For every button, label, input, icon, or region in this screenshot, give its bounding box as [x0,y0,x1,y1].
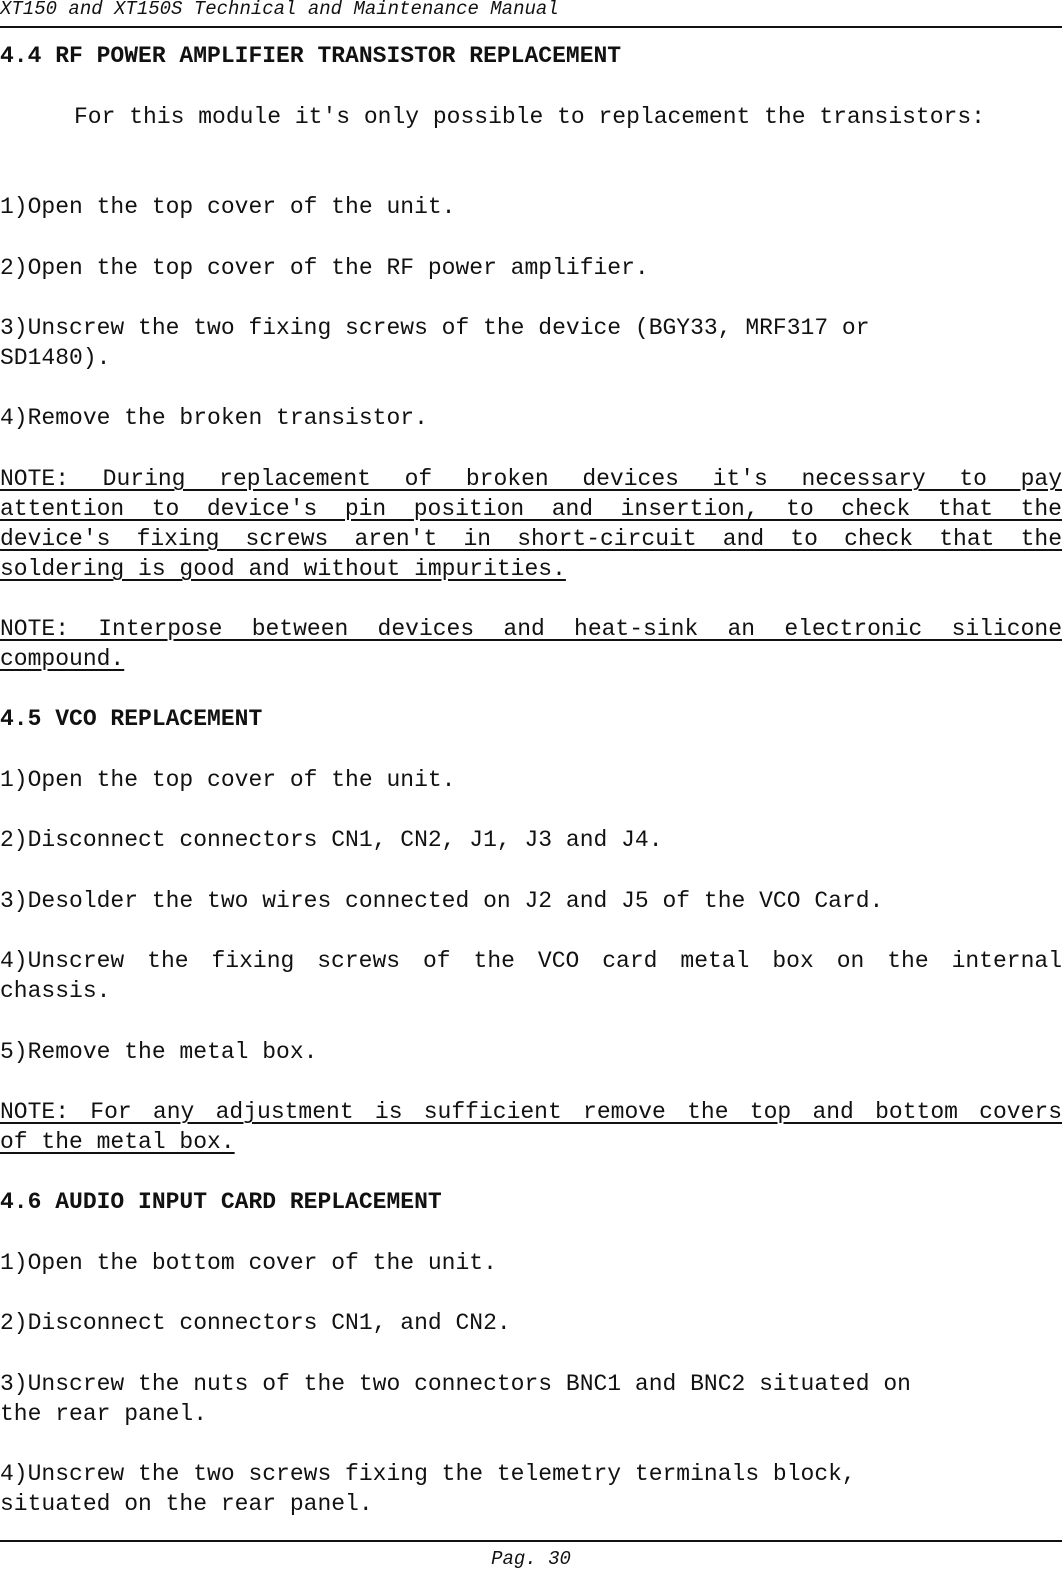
step-4: 4)Unscrew the two screws fixing the telemetry terminals block, [0,1461,856,1487]
step-4: 4)Remove the broken transistor. [0,405,428,431]
section-heading-4-5: 4.5 VCO REPLACEMENT [0,706,263,732]
step-5: 5)Remove the metal box. [0,1039,318,1065]
note-line: NOTE: During replacement of broken devices it's necessary to pay [0,466,1062,492]
intro-paragraph: For this module it's only possible to replacement the transistors: [74,104,985,130]
step-3: 3)Unscrew the nuts of the two connectors BNC1 and BNC2 situated on [0,1371,911,1397]
step-3: 3)Unscrew the two fixing screws of the device (BGY33, MRF317 or [0,315,870,341]
step-3-cont: the rear panel. [0,1401,208,1427]
page-header [0,0,1062,28]
note-line: device's fixing screws aren't in short-circuit and to check that the [0,526,1062,552]
manual-title: XT150 and XT150S Technical and Maintenance Manual [0,0,559,20]
note-line: of the metal box. [0,1129,235,1155]
step-2: 2)Disconnect connectors CN1, CN2, J1, J3 and J4. [0,827,663,853]
note-line: soldering is good and without impurities. [0,556,566,582]
step-1: 1)Open the top cover of the unit. [0,194,456,220]
step-1: 1)Open the top cover of the unit. [0,767,456,793]
step-3: 3)Desolder the two wires connected on J2 and J5 of the VCO Card. [0,888,884,914]
section-heading-4-6: 4.6 AUDIO INPUT CARD REPLACEMENT [0,1189,442,1215]
page-number: Pag. 30 [491,1548,571,1570]
step-3-cont: SD1480). [0,345,111,371]
note-line: compound. [0,646,125,672]
step-4-cont: chassis. [0,978,111,1004]
step-2: 2)Disconnect connectors CN1, and CN2. [0,1310,511,1336]
section-heading-4-4: 4.4 RF POWER AMPLIFIER TRANSISTOR REPLACEMENT [0,43,622,69]
step-4: 4)Unscrew the fixing screws of the VCO card metal box on the internal [0,948,1062,974]
step-1: 1)Open the bottom cover of the unit. [0,1250,497,1276]
step-4-cont: situated on the rear panel. [0,1491,373,1517]
note-line: attention to device's pin position and insertion, to check that the [0,496,1062,522]
page-footer [0,1540,1062,1570]
note-line: NOTE: Interpose between devices and heat-sink an electronic silicone [0,616,1062,642]
note-line: NOTE: For any adjustment is sufficient remove the top and bottom covers [0,1099,1062,1125]
step-2: 2)Open the top cover of the RF power amplifier. [0,255,649,281]
